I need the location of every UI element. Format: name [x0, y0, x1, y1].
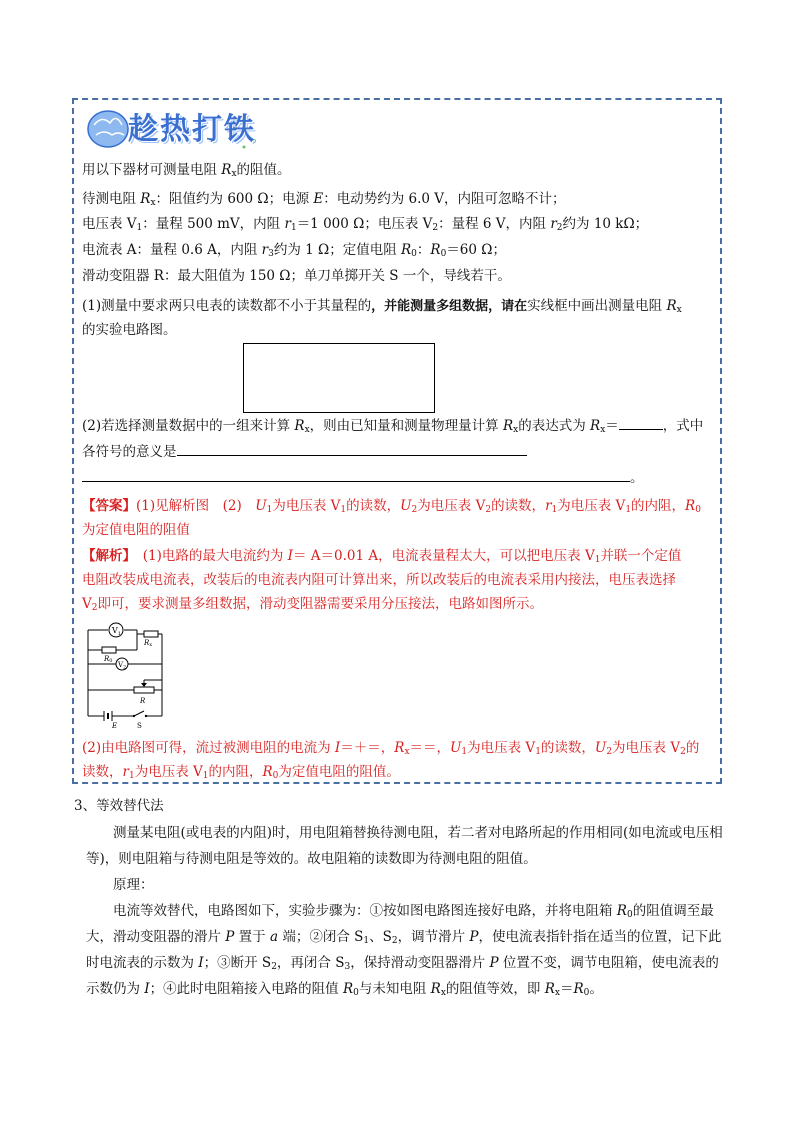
- analysis-line-4: (2)由电路图可得，流过被测电阻的电流为 I＝＋＝，$R_x==$，$U_1$为电压表 $V_1$的读数，$U_2$为电压表 $V_2$的: [82, 740, 700, 757]
- section-3-paragraph-1: 测量某电阻(或电表的内阻)时，用电阻箱替换待测电阻，若二者对电路所起的作用相同(如电流或电压相等)，则电阻箱与待测电阻是等效的。故电阻箱的读数即为待测电阻的阻值。: [86, 825, 723, 867]
- answer-blank-1[interactable]: [619, 429, 663, 430]
- problem-line-3: 电压表 $V_1$：量程 500 mV，内阻 $r_1=1$ 000 Ω；电压表 $V_2$：量程 6 V，内阻 $r_2$约为 10 kΩ；: [82, 216, 649, 233]
- analysis-line-2: 电阻改装成电流表，改装后的电流表内阻可计算出来，所以改装后的电流表采用内接法，电压表选择: [82, 572, 676, 588]
- question-1-line-1: (1)测量中要求两只电表的读数都不小于其量程的，并能测量多组数据，请在实线框中画出测量电阻 $R_x$: [82, 298, 682, 315]
- analysis-line-3: $V_2$即可，要求测量多组数据，滑动变阻器需要采用分压接法，电路如图所示。: [82, 596, 543, 613]
- analysis-line-1: 【解析】 (1)电路的最大电流约为 I＝ A＝0.01 A，电流表量程太大，可以把电压表 $V_1$并联一个定值: [82, 548, 682, 565]
- problem-line-4: 电流表 A：量程 0.6 A，内阻 $r_3$约为 1 Ω；定值电阻 $R_0$：$R_0=60$ Ω；: [82, 242, 506, 259]
- svg-text:V2: $V_2$: [118, 661, 126, 671]
- resistor-r0-icon: [102, 647, 116, 653]
- answer-blank-3[interactable]: [82, 481, 630, 482]
- svg-text:E: E: [112, 722, 118, 730]
- question-2-line-2: 各符号的意义是: [82, 442, 527, 462]
- svg-text:S: S: [137, 722, 142, 730]
- circuit-sketch-box[interactable]: [243, 343, 435, 413]
- section-3-paragraph-2: 原理：: [86, 877, 154, 893]
- battery-icon: [104, 711, 112, 721]
- resistor-rx-icon: [144, 631, 158, 637]
- analysis-line-5: 读数，$r_1$为电压表 $V_1$的内阻，$R_0$为定值电阻的阻值。: [82, 764, 400, 781]
- problem-line-2: 待测电阻 $R_x$：阻值约为 600 Ω；电源 E：电动势约为 6.0 V，内阻可忽略不计；: [82, 191, 566, 208]
- svg-text:Rx: Rx: [144, 639, 153, 648]
- svg-text:V1: $V_1$: [112, 626, 121, 637]
- svg-text:R0: R0: [104, 655, 113, 664]
- question-2-line-3: 。: [82, 468, 644, 488]
- logo-text: 趁热打铁: [128, 112, 256, 147]
- problem-line-1: 用以下器材可测量电阻 $R_x$的阻值。: [82, 162, 291, 179]
- svg-text:R: R: [140, 697, 146, 705]
- circuit-diagram: [82, 612, 182, 732]
- rheostat-icon: [134, 683, 154, 693]
- question-2-line-1: (2)若选择测量数据中的一组来计算 $R_x$，则由已知量和测量物理量计算 $R_x$的表达式为 $R_x=$ ，式中: [82, 418, 704, 435]
- answer-blank-2[interactable]: [177, 455, 527, 456]
- section-3-paragraph-3: 电流等效替代，电路图如下，实验步骤为：①按如图电路图连接好电路，并将电阻箱 $R_0$的阻值调至最大，滑动变阻器的滑片 P 置于 a 端；②闭合 $S_1$、$S_2$，调节滑片 P，使电流表指针指在适当的位置，记下此时电流表的示数为 I；③断开 $S_2$，再闭合 $S_3$，保持滑动变阻器滑片 P 位置不变，调节电阻箱，使电流表的示数仍为 I；④此时电阻箱接入电路的阻值 $R_0$与未知电阻 $R_x$的阻值等效，即 $R_x=R_0$。: [86, 903, 722, 998]
- question-1-line-2: 的实验电路图。: [82, 322, 177, 338]
- answer-line-1: 【答案】(1)见解析图 (2) $U_1$为电压表 $V_1$的读数，$U_2$为电压表 $V_2$的读数，$r_1$为电压表 $V_1$的内阻，$R_0$: [82, 498, 701, 515]
- answer-line-2: 为定值电阻的阻值: [82, 522, 190, 538]
- section-3-title: 3、等效替代法: [74, 798, 164, 814]
- problem-line-5: 滑动变阻器 R：最大阻值为 150 Ω；单刀单掷开关 S 一个，导线若干。: [82, 268, 511, 284]
